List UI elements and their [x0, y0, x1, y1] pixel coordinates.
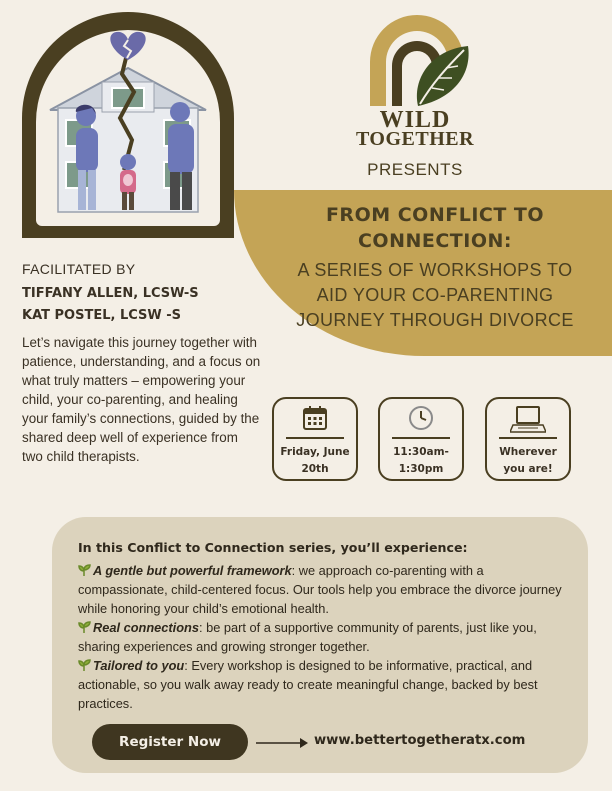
event-subtitle-line2: AID YOUR CO-PARENTING: [316, 285, 554, 305]
register-now-button[interactable]: Register Now: [92, 724, 248, 760]
facilitator-name: TIFFANY ALLEN, LCSW-S: [22, 286, 199, 301]
facilitated-by-label: FACILITATED BY: [22, 261, 136, 277]
experience-heading: In this Conflict to Connection series, you’ll experience:: [78, 540, 468, 555]
experience-item: [78, 656, 564, 713]
time-text: 11:30am- 1:30pm: [393, 446, 449, 475]
experience-item: [78, 618, 564, 656]
location-card: [485, 397, 571, 481]
website-link[interactable]: www.bettertogetheratx.com: [314, 733, 526, 748]
experience-item-title: Tailored to you: [93, 658, 185, 673]
experience-item-title: A gentle but powerful framework: [93, 563, 292, 578]
event-title-line1: FROM CONFLICT TO: [325, 204, 545, 226]
facilitator-name: KAT POSTEL, LCSW -S: [22, 308, 182, 323]
presents-label: PRESENTS: [367, 160, 463, 179]
rainbow-leaf-icon: [352, 10, 482, 110]
experience-item-text: : Every workshop is designed to be informative, practical, and actionable, so you walk away ready to create meaningful change, backed by best practices.: [78, 658, 538, 711]
experience-item-text: : we approach co-parenting with a compassionate, child-centered focus. Our tools help you embrace the divorce journey while honoring your child’s emotional health.: [78, 563, 562, 616]
header-illustration: [22, 12, 234, 238]
sprout-icon: [78, 564, 91, 576]
date-text: Friday, June 20th: [280, 446, 350, 475]
event-subtitle-line1: A SERIES OF WORKSHOPS TO: [297, 260, 573, 280]
experience-item: [78, 561, 564, 618]
experience-item-title: Real connections: [93, 620, 199, 635]
event-subtitle-line3: JOURNEY THROUGH DIVORCE: [296, 310, 574, 330]
sprout-icon: [78, 659, 91, 671]
experience-item-text: : be part of a supportive community of parents, just like you, sharing experiences and growing stronger together.: [78, 620, 537, 654]
date-card: [272, 397, 358, 481]
calendar-icon: [274, 405, 356, 431]
family-house-illustration: [36, 30, 220, 226]
illustration-frame: [36, 30, 220, 226]
event-title: [262, 202, 608, 254]
logo-wordmark-line1: WILD: [379, 107, 451, 133]
event-subtitle: [262, 258, 608, 333]
sprout-icon: [78, 621, 91, 633]
intro-paragraph: Let’s navigate this journey together with patience, understanding, and a focus on what truly matters – empowering your child, your co-parenting, and healing your family’s connections, guided by the shared deep well of experience from two child therapists.: [22, 335, 261, 464]
laptop-icon: [487, 405, 569, 431]
time-card: [378, 397, 464, 481]
logo-wordmark-line2: TOGETHER: [355, 128, 475, 150]
event-title-line2: CONNECTION:: [357, 230, 512, 252]
arrow-right-icon: [256, 736, 308, 748]
clock-icon: [380, 405, 462, 431]
location-text: Wherever you are!: [499, 446, 557, 475]
